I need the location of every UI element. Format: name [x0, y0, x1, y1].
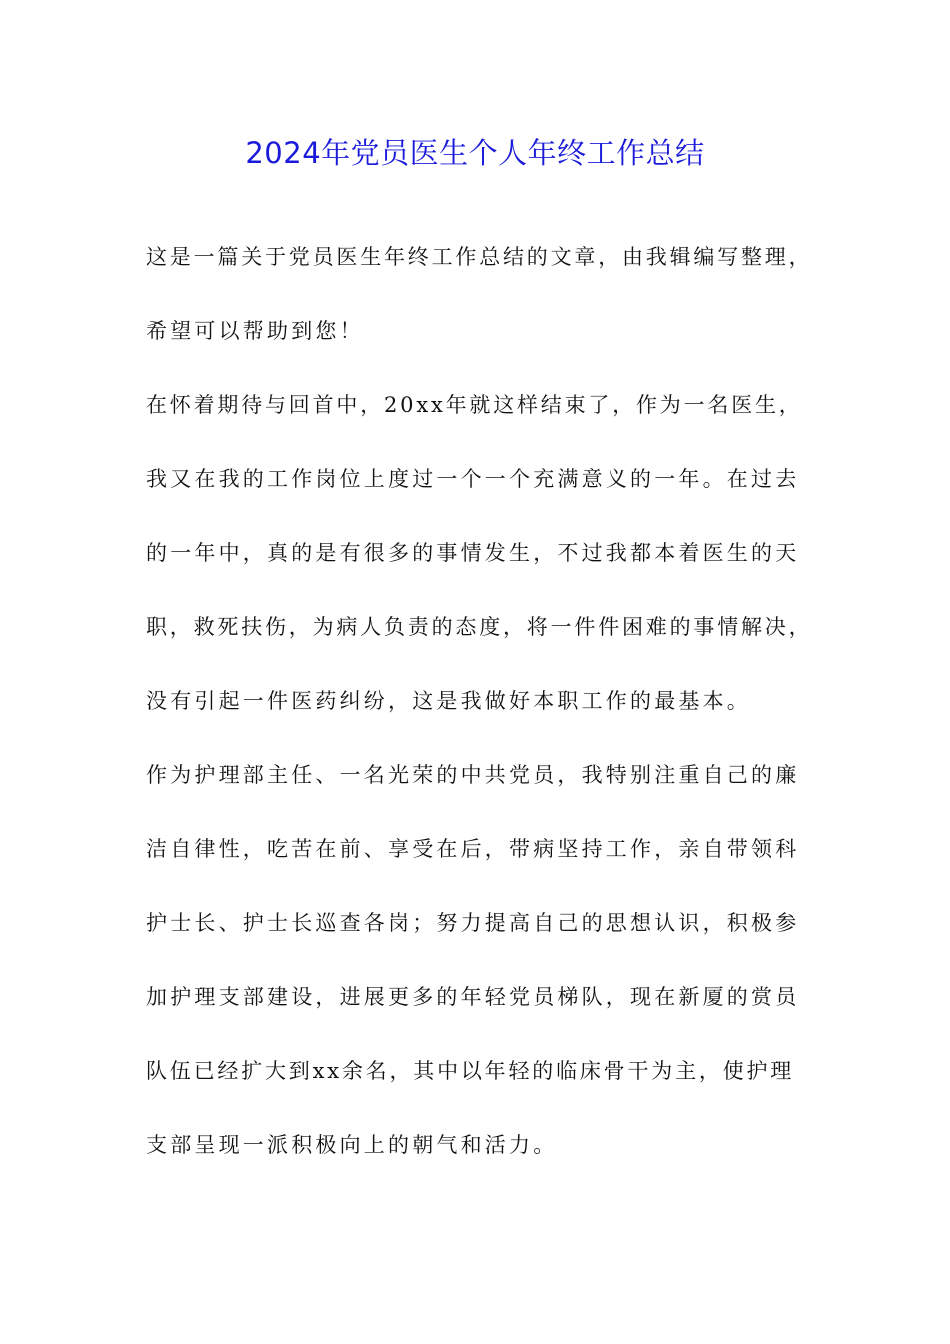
- paragraph-line: 这是一篇关于党员医生年终工作总结的文章，由我辑编写整理，: [146, 245, 813, 269]
- paragraph-line: 职，救死扶伤，为病人负责的态度，将一件件困难的事情解决，: [146, 615, 813, 639]
- paragraph-line: 加护理支部建设，进展更多的年轻党员梯队，现在新厦的赏员: [146, 985, 800, 1009]
- paragraph-line: 支部呈现一派积极向上的朝气和活力。: [146, 1133, 558, 1157]
- document-title: 2024年党员医生个人年终工作总结: [245, 136, 705, 170]
- paragraph-line: 洁自律性，吃苦在前、享受在后，带病坚持工作，亲自带领科: [146, 837, 800, 861]
- paragraph-line: 作为护理部主任、一名光荣的中共党员，我特别注重自己的廉: [146, 763, 800, 787]
- paragraph-line: 希望可以帮助到您！: [146, 319, 364, 343]
- paragraph-line: 我又在我的工作岗位上度过一个一个充满意义的一年。在过去: [146, 467, 800, 491]
- paragraph-line: 护士长、护士长巡查各岗；努力提高自己的思想认识，积极参: [146, 911, 800, 935]
- paragraph-line: 在怀着期待与回首中，20xx年就这样结束了，作为一名医生，: [146, 393, 803, 417]
- paragraph-line: 队伍已经扩大到xx余名，其中以年轻的临床骨干为主，使护理: [146, 1059, 795, 1083]
- paragraph-line: 的一年中，真的是有很多的事情发生，不过我都本着医生的天: [146, 541, 800, 565]
- paragraph-line: 没有引起一件医药纠纷，这是我做好本职工作的最基本。: [146, 689, 751, 713]
